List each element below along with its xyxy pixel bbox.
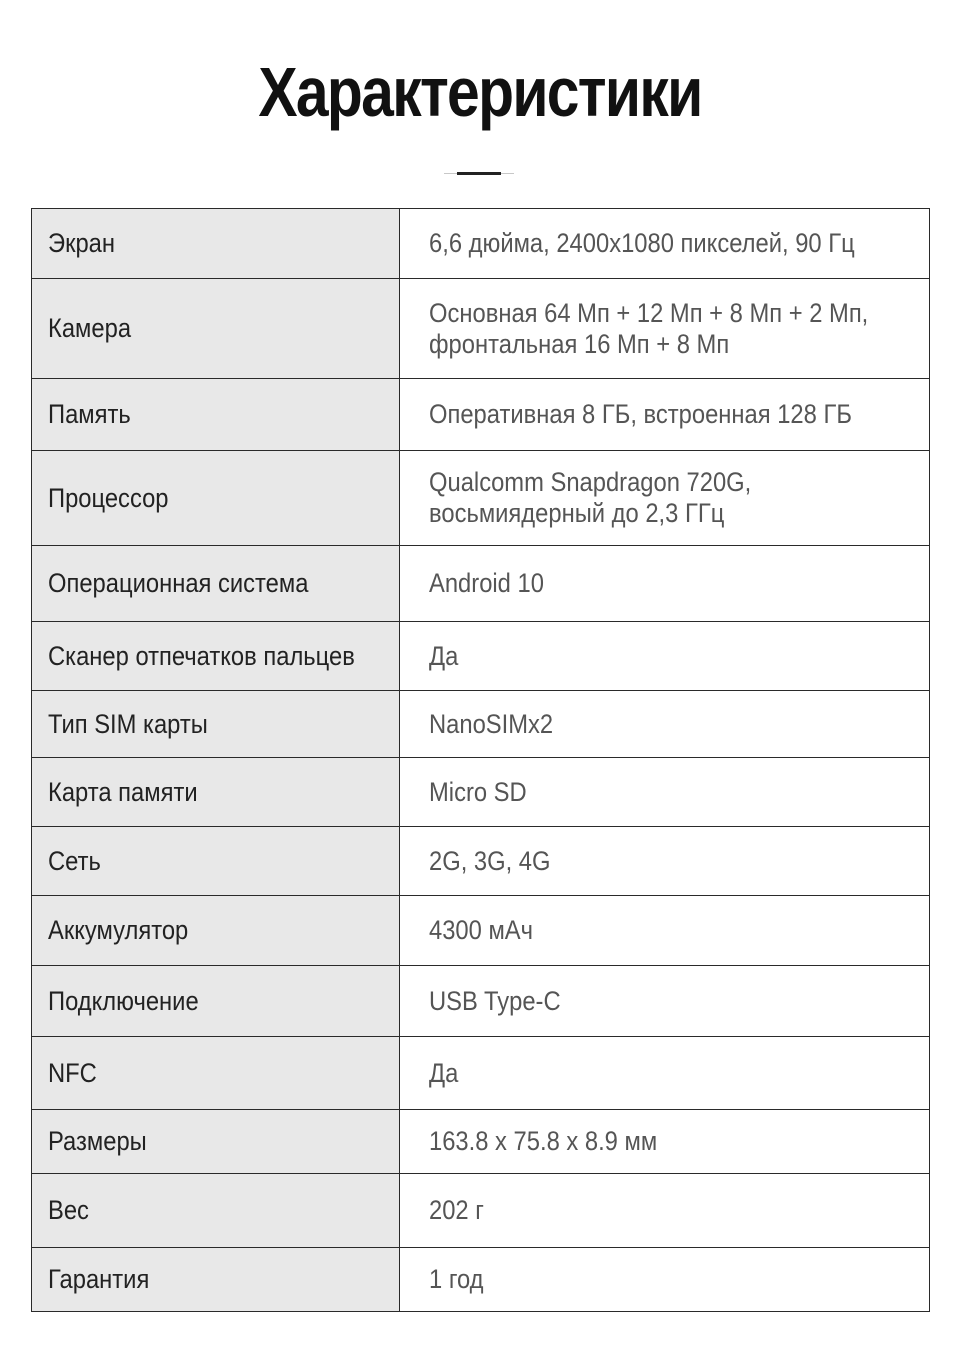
spec-label: Сканер отпечатков пальцев	[32, 622, 400, 690]
spec-label: Сеть	[32, 827, 400, 895]
spec-label: Тип SIM карты	[32, 691, 400, 757]
table-row	[32, 450, 929, 545]
spec-label: Вес	[32, 1174, 400, 1247]
spec-label: NFC	[32, 1037, 400, 1109]
spec-label: Процессор	[32, 451, 400, 545]
table-row	[32, 690, 929, 757]
table-row	[32, 826, 929, 895]
table-row	[32, 895, 929, 965]
spec-value: Android 10	[429, 568, 544, 598]
table-row	[32, 1109, 929, 1173]
table-row	[32, 1036, 929, 1109]
spec-table	[31, 208, 930, 1312]
table-row	[32, 209, 929, 278]
spec-label: Память	[32, 379, 400, 450]
spec-label: Экран	[32, 209, 400, 278]
spec-label: Размеры	[32, 1110, 400, 1173]
spec-value: USB Type-C	[429, 985, 561, 1016]
divider-accent	[457, 172, 501, 175]
spec-label: Операционная система	[32, 546, 400, 621]
table-row	[32, 278, 929, 378]
table-row	[32, 1173, 929, 1247]
table-row	[32, 757, 929, 826]
spec-value: 4300 мАч	[429, 915, 534, 945]
spec-value: 6,6 дюйма, 2400x1080 пикселей, 90 Гц	[429, 228, 855, 258]
spec-label: Аккумулятор	[32, 896, 400, 965]
table-row	[32, 378, 929, 450]
spec-label: Гарантия	[32, 1248, 400, 1311]
spec-label: Карта памяти	[32, 758, 400, 826]
spec-value: 202 г	[429, 1195, 484, 1225]
spec-value: Qualcomm Snapdragon 720G, восьмиядерный до 2,3 ГГц	[429, 467, 752, 528]
spec-label: Подключение	[32, 966, 400, 1036]
spec-value: 1 год	[429, 1264, 484, 1294]
table-row	[32, 621, 929, 690]
spec-value: Да	[429, 1057, 459, 1088]
page-title: Характеристики	[258, 53, 702, 131]
spec-value: Да	[429, 640, 459, 671]
spec-value: Micro SD	[429, 776, 527, 807]
title-divider	[444, 172, 514, 175]
spec-value: 163.8 x 75.8 x 8.9 мм	[429, 1126, 658, 1156]
table-row	[32, 965, 929, 1036]
spec-value: 2G, 3G, 4G	[429, 845, 551, 876]
spec-value: Оперативная 8 ГБ, встроенная 128 ГБ	[429, 399, 852, 429]
spec-label: Камера	[32, 279, 400, 378]
table-row	[32, 545, 929, 621]
table-row	[32, 1247, 929, 1311]
spec-value: NanoSIMx2	[429, 708, 554, 739]
spec-value: Основная 64 Мп + 12 Мп + 8 Мп + 2 Мп, фронтальная 16 Мп + 8 Мп	[429, 297, 869, 359]
